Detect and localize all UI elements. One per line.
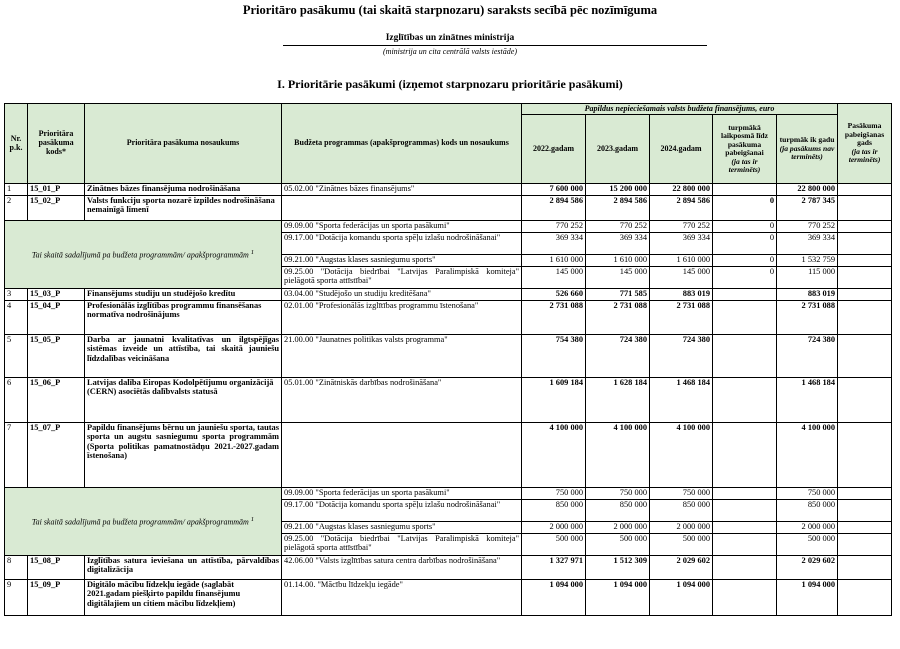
col-header-yearly	[777, 115, 838, 184]
col-header-program: Budžeta programmas (apakšprogrammas) kods un nosaukums	[282, 104, 522, 184]
cell-2022: 500 000	[522, 534, 586, 556]
until-end-note: (ja tas ir terminēts)	[728, 156, 761, 174]
cell-2022: 145 000	[522, 267, 586, 289]
row-nr: 8	[5, 556, 28, 580]
row-name: Digitālo mācību līdzekļu iegāde (saglabāt 2021.gadam piešķirto papildu finansējumu digitālajiem un citiem mācību līdzekļiem)	[85, 580, 282, 616]
table-row	[5, 423, 892, 488]
cell-2023: 770 252	[586, 221, 650, 233]
row-program: 09.25.00 "Dotācija biedrībai "Latvijas Paralimpiskā komiteja" pielāgotā sporta attīstībai"	[282, 534, 522, 556]
row-program: 05.02.00 "Zinātnes bāzes finansējums"	[282, 184, 522, 196]
row-nr: 4	[5, 301, 28, 335]
cell-until-end	[713, 522, 777, 534]
table-row	[5, 289, 892, 301]
cell-yearly: 2 000 000	[777, 522, 838, 534]
cell-end-year	[838, 267, 892, 289]
row-program: 09.17.00 "Dotācija komandu sporta spēļu izlašu nodrošināšanai"	[282, 233, 522, 255]
row-name: Papildu finansējums bērnu un jauniešu sporta, tautas sporta un augstu sasniegumu sporta programmām (Sporta politikas pamatnostādņu 2021.-2027.gadam īstenošana)	[85, 423, 282, 488]
row-code: 15_04_P	[28, 301, 85, 335]
cell-2022: 770 252	[522, 221, 586, 233]
cell-yearly: 724 380	[777, 335, 838, 378]
cell-2023: 2 000 000	[586, 522, 650, 534]
cell-2023: 1 512 309	[586, 556, 650, 580]
cell-2024: 770 252	[650, 221, 713, 233]
row-nr: 5	[5, 335, 28, 378]
cell-yearly: 1 468 184	[777, 378, 838, 423]
col-header-nr: Nr. p.k.	[5, 104, 28, 184]
row-program: 09.21.00 "Augstas klases sasniegumu sports"	[282, 522, 522, 534]
cell-2022: 1 094 000	[522, 580, 586, 616]
table-row	[5, 580, 892, 616]
cell-yearly: 1 094 000	[777, 580, 838, 616]
cell-2024: 145 000	[650, 267, 713, 289]
cell-2022: 369 334	[522, 233, 586, 255]
table-row	[5, 335, 892, 378]
subtotal-row	[5, 488, 892, 500]
cell-end-year	[838, 534, 892, 556]
cell-2023: 4 100 000	[586, 423, 650, 488]
cell-until-end	[713, 488, 777, 500]
cell-yearly: 115 000	[777, 267, 838, 289]
col-header-2023: 2023.gadam	[586, 115, 650, 184]
cell-until-end	[713, 301, 777, 335]
cell-yearly: 883 019	[777, 289, 838, 301]
cell-until-end	[713, 500, 777, 522]
cell-2024: 2 894 586	[650, 196, 713, 221]
cell-until-end	[713, 556, 777, 580]
row-name: Finansējums studiju un studējošo kredītu	[85, 289, 282, 301]
cell-2024: 750 000	[650, 488, 713, 500]
cell-2022: 2 000 000	[522, 522, 586, 534]
cell-2022: 7 600 000	[522, 184, 586, 196]
cell-until-end: 0	[713, 267, 777, 289]
col-header-until-end	[713, 115, 777, 184]
table-row	[5, 301, 892, 335]
cell-until-end: 0	[713, 221, 777, 233]
cell-until-end	[713, 289, 777, 301]
cell-until-end	[713, 580, 777, 616]
col-header-2022: 2022.gadam	[522, 115, 586, 184]
row-program: 01.14.00. "Mācību līdzekļu iegāde"	[282, 580, 522, 616]
row-code: 15_05_P	[28, 335, 85, 378]
row-nr: 9	[5, 580, 28, 616]
end-year-note: (ja tas ir terminēts)	[848, 146, 881, 165]
cell-2024: 1 094 000	[650, 580, 713, 616]
row-program	[282, 196, 522, 221]
row-program: 21.00.00 "Jaunatnes politikas valsts programma"	[282, 335, 522, 378]
cell-2022: 754 380	[522, 335, 586, 378]
until-end-label: turpmākā laikposmā līdz pasākuma pabeigšanai	[720, 122, 769, 157]
row-program: 02.01.00 "Profesionālās izglītības programmu īstenošana"	[282, 301, 522, 335]
cell-yearly: 2 787 345	[777, 196, 838, 221]
priority-measures-table	[4, 103, 892, 616]
cell-end-year	[838, 301, 892, 335]
yearly-label: turpmāk ik gadu	[779, 135, 835, 145]
cell-end-year	[838, 233, 892, 255]
cell-until-end	[713, 534, 777, 556]
cell-end-year	[838, 580, 892, 616]
cell-2023: 750 000	[586, 488, 650, 500]
cell-end-year	[838, 378, 892, 423]
row-name: Valsts funkciju sporta nozarē izpildes nodrošināšana nemainīgā līmenī	[85, 196, 282, 221]
row-name: Profesionālās izglītības programmu finansēšanas normatīva nodrošinājums	[85, 301, 282, 335]
ministry-note: (ministrija un cita centrālā valsts iestāde)	[383, 47, 517, 56]
ministry-name: Izglītības un zinātnes ministrija	[385, 33, 515, 43]
cell-end-year	[838, 522, 892, 534]
cell-2024: 4 100 000	[650, 423, 713, 488]
cell-until-end: 0	[713, 233, 777, 255]
cell-2024: 883 019	[650, 289, 713, 301]
cell-until-end	[713, 423, 777, 488]
cell-yearly: 369 334	[777, 233, 838, 255]
row-name: Zinātnes bāzes finansējuma nodrošināšana	[85, 184, 282, 196]
cell-2023: 850 000	[586, 500, 650, 522]
cell-until-end	[713, 378, 777, 423]
row-name: Darba ar jaunatni kvalitatīvas un ilgtspējīgas sistēmas izveide un attīstība, tai skaitā jauniešu līdzdalības veicināšana	[85, 335, 282, 378]
cell-2024: 1 610 000	[650, 255, 713, 267]
cell-2023: 1 628 184	[586, 378, 650, 423]
cell-2023: 2 731 088	[586, 301, 650, 335]
cell-2022: 526 660	[522, 289, 586, 301]
cell-yearly: 22 800 000	[777, 184, 838, 196]
row-code: 15_01_P	[28, 184, 85, 196]
table-row	[5, 556, 892, 580]
cell-2023: 2 894 586	[586, 196, 650, 221]
cell-2024: 1 468 184	[650, 378, 713, 423]
cell-yearly: 2 029 602	[777, 556, 838, 580]
row-code: 15_06_P	[28, 378, 85, 423]
row-program: 05.01.00 "Zinātniskās darbības nodrošināšana"	[282, 378, 522, 423]
row-program: 09.09.00 "Sporta federācijas un sporta pasākumi"	[282, 221, 522, 233]
row-program: 42.06.00 "Valsts izglītības satura centra darbības nodrošināšana"	[282, 556, 522, 580]
cell-end-year	[838, 255, 892, 267]
cell-yearly: 750 000	[777, 488, 838, 500]
cell-until-end	[713, 184, 777, 196]
cell-yearly: 500 000	[777, 534, 838, 556]
cell-2022: 2 894 586	[522, 196, 586, 221]
cell-until-end	[713, 335, 777, 378]
cell-2022: 1 609 184	[522, 378, 586, 423]
row-name: Izglītības satura ieviešana un attīstība, pārvaldības digitalizācija	[85, 556, 282, 580]
row-nr: 1	[5, 184, 28, 196]
cell-end-year	[838, 289, 892, 301]
cell-until-end: 0	[713, 255, 777, 267]
cell-2024: 369 334	[650, 233, 713, 255]
cell-end-year	[838, 221, 892, 233]
table-row	[5, 378, 892, 423]
cell-end-year	[838, 488, 892, 500]
cell-2023: 369 334	[586, 233, 650, 255]
col-header-funding-group: Papildus nepieciešamais valsts budžeta finansējums, euro	[522, 104, 838, 115]
document-title: Prioritāro pasākumu (tai skaitā starpnozaru) saraksts secībā pēc nozīmīguma	[242, 3, 658, 17]
cell-2024: 2 029 602	[650, 556, 713, 580]
cell-2022: 2 731 088	[522, 301, 586, 335]
cell-2023: 771 585	[586, 289, 650, 301]
cell-2022: 4 100 000	[522, 423, 586, 488]
cell-end-year	[838, 184, 892, 196]
cell-2024: 850 000	[650, 500, 713, 522]
cell-2024: 500 000	[650, 534, 713, 556]
cell-2023: 724 380	[586, 335, 650, 378]
cell-yearly: 850 000	[777, 500, 838, 522]
cell-until-end: 0	[713, 196, 777, 221]
row-program	[282, 423, 522, 488]
section-heading: I. Prioritārie pasākumi (izņemot starpnozaru prioritārie pasākumi)	[277, 77, 623, 91]
end-year-label: Pasākuma pabeigšanas gads	[844, 121, 885, 148]
cell-yearly: 2 731 088	[777, 301, 838, 335]
row-nr: 6	[5, 378, 28, 423]
row-nr: 7	[5, 423, 28, 488]
cell-yearly: 1 532 759	[777, 255, 838, 267]
subtotal-label	[5, 488, 282, 556]
cell-2024: 2 731 088	[650, 301, 713, 335]
cell-2023: 145 000	[586, 267, 650, 289]
cell-2023: 1 610 000	[586, 255, 650, 267]
cell-end-year	[838, 556, 892, 580]
row-code: 15_07_P	[28, 423, 85, 488]
subtotal-label	[5, 221, 282, 289]
cell-2023: 500 000	[586, 534, 650, 556]
footnote-marker: 1	[250, 248, 255, 256]
row-program: 03.04.00 "Studējošo un studiju kreditēšana"	[282, 289, 522, 301]
row-name: Latvijas dalība Eiropas Kodolpētījumu organizācijā (CERN) asociētās dalībvalsts statusā	[85, 378, 282, 423]
cell-end-year	[838, 423, 892, 488]
cell-2024: 724 380	[650, 335, 713, 378]
cell-2023: 15 200 000	[586, 184, 650, 196]
row-program: 09.21.00 "Augstas klases sasniegumu sports"	[282, 255, 522, 267]
row-code: 15_08_P	[28, 556, 85, 580]
table-row	[5, 196, 892, 221]
row-nr: 3	[5, 289, 28, 301]
col-header-end-year	[838, 104, 892, 184]
footnote-marker: 1	[250, 515, 255, 523]
col-header-code: Prioritāra pasākuma kods*	[28, 104, 85, 184]
row-program: 09.25.00 "Dotācija biedrībai "Latvijas Paralimpiskā komiteja" pielāgotā sporta attīstībai"	[282, 267, 522, 289]
ministry-underline	[283, 45, 707, 46]
col-header-2024: 2024.gadam	[650, 115, 713, 184]
cell-end-year	[838, 196, 892, 221]
cell-yearly: 4 100 000	[777, 423, 838, 488]
cell-end-year	[838, 335, 892, 378]
col-header-name: Prioritāra pasākuma nosaukums	[85, 104, 282, 184]
cell-2024: 2 000 000	[650, 522, 713, 534]
row-nr: 2	[5, 196, 28, 221]
cell-2022: 1 610 000	[522, 255, 586, 267]
subtotal-row	[5, 221, 892, 233]
cell-2022: 850 000	[522, 500, 586, 522]
row-code: 15_02_P	[28, 196, 85, 221]
subtotal-label-text: Tai skaitā sadalījumā pa budžeta programmām/ apakšprogrammām	[31, 517, 249, 527]
yearly-note: (ja pasākums nav terminēts)	[779, 143, 835, 162]
cell-end-year	[838, 500, 892, 522]
cell-2022: 750 000	[522, 488, 586, 500]
row-program: 09.09.00 "Sporta federācijas un sporta pasākumi"	[282, 488, 522, 500]
table-row	[5, 184, 892, 196]
row-program: 09.17.00 "Dotācija komandu sporta spēļu izlašu nodrošināšanai"	[282, 500, 522, 522]
cell-yearly: 770 252	[777, 221, 838, 233]
row-code: 15_09_P	[28, 580, 85, 616]
row-code: 15_03_P	[28, 289, 85, 301]
cell-2024: 22 800 000	[650, 184, 713, 196]
cell-2023: 1 094 000	[586, 580, 650, 616]
subtotal-label-text: Tai skaitā sadalījumā pa budžeta programmām/ apakšprogrammām	[31, 250, 249, 260]
cell-2022: 1 327 971	[522, 556, 586, 580]
